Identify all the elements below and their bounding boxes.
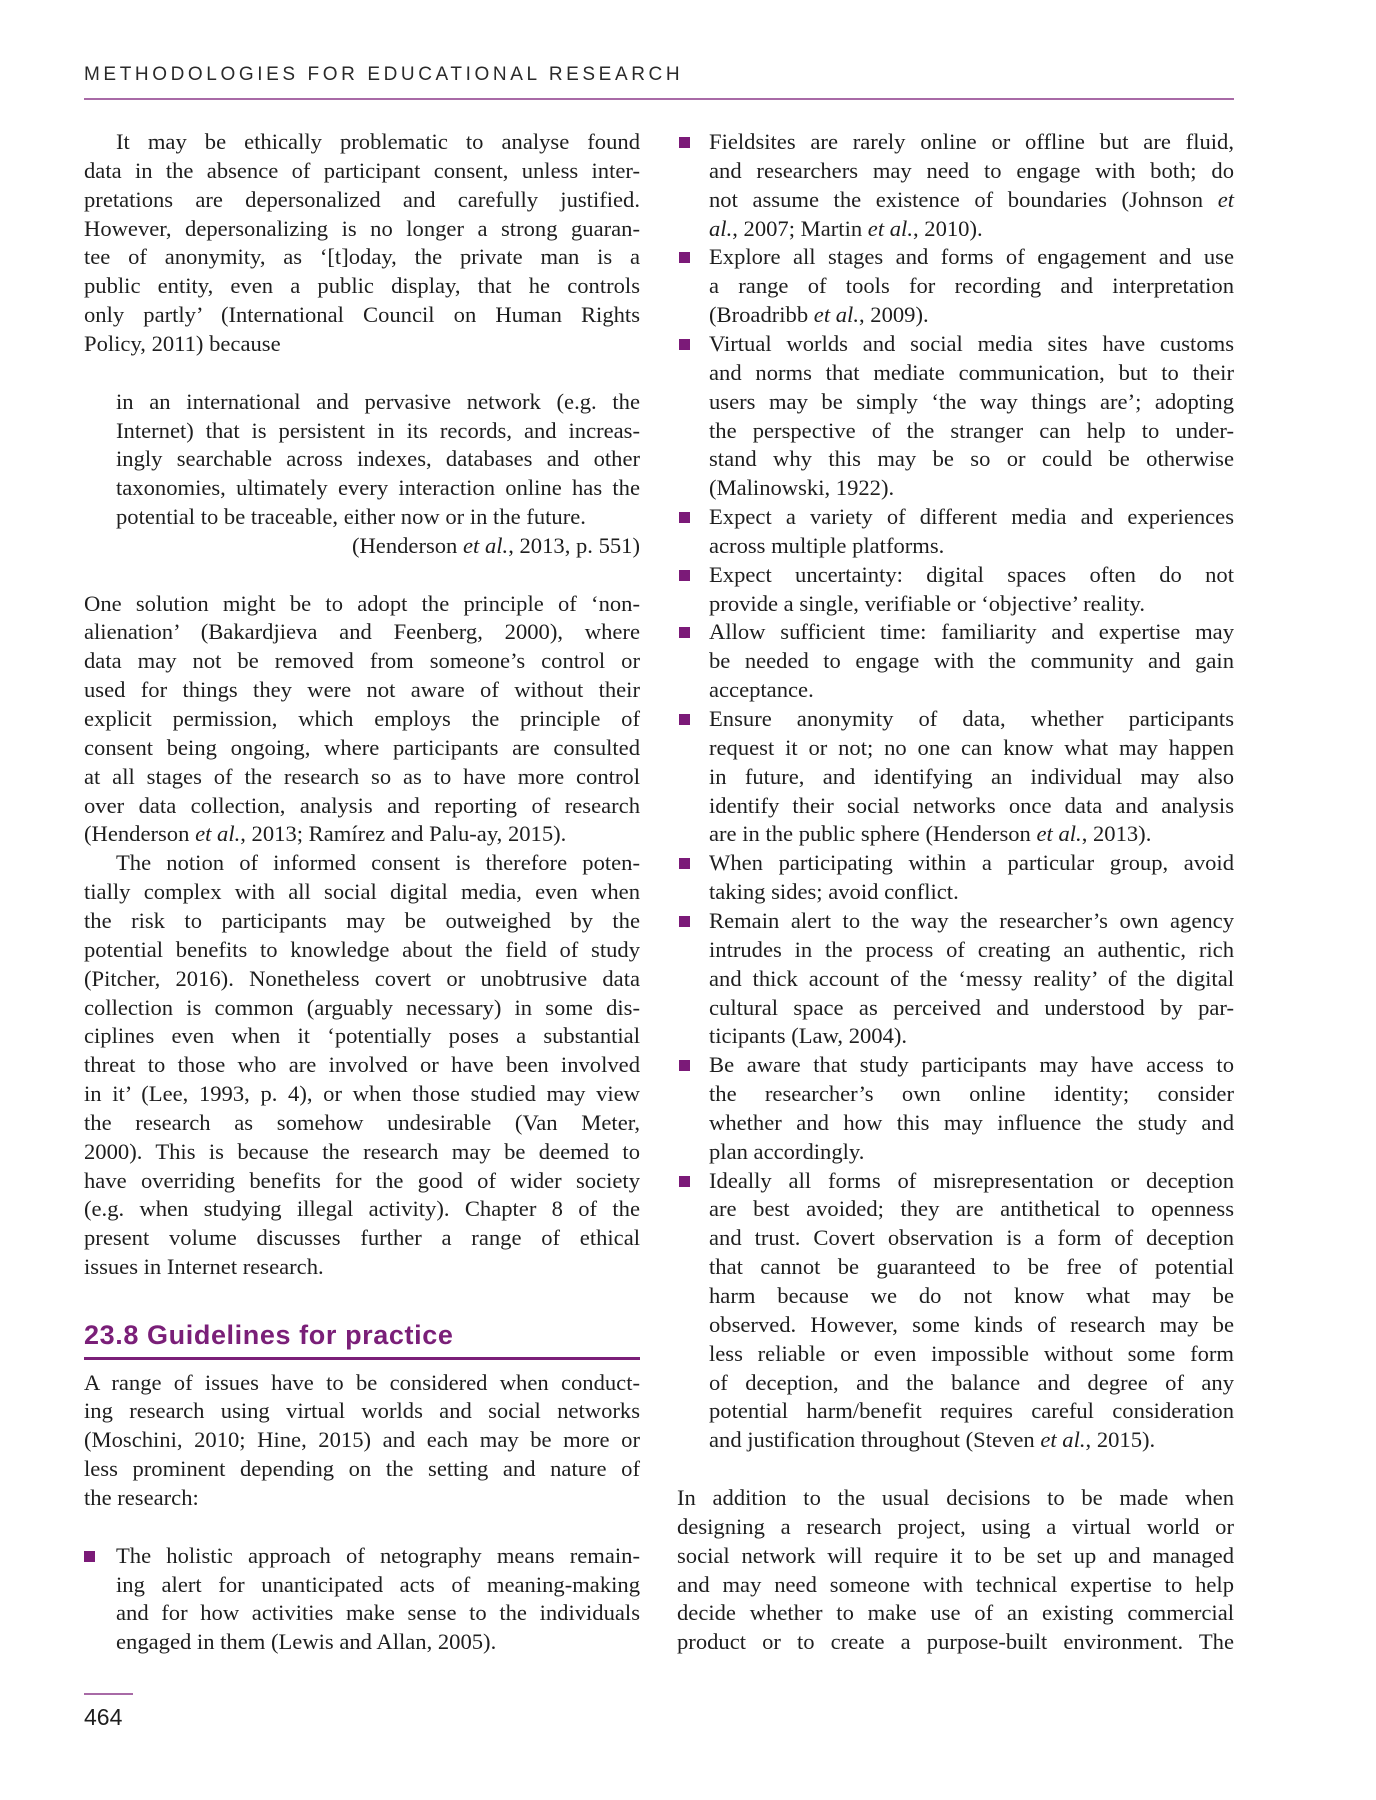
bullet-text-line: and trust. Covert observation is a form of deception bbox=[709, 1225, 1234, 1251]
running-head: METHODOLOGIES FOR EDUCATIONAL RESEARCH bbox=[84, 64, 684, 85]
section-heading: 23.8 Guidelines for practice bbox=[84, 1320, 454, 1350]
bullet-text-line: users may be simply ‘the way things are’; adopting bbox=[709, 388, 1234, 414]
paragraph-line: the risk to participants may be outweighed by the bbox=[84, 907, 640, 933]
bullet-text-line: a range of tools for recording and interpretation bbox=[709, 273, 1234, 299]
paragraph-line: the research as somehow undesirable (Van Meter, bbox=[84, 1109, 640, 1135]
paragraph-line: designing a research project, using a virtual world or bbox=[677, 1513, 1234, 1539]
paragraph-line: Policy, 2011) because bbox=[84, 330, 281, 356]
bullet-text-line: plan accordingly. bbox=[709, 1138, 865, 1164]
block-quote-line: taxonomies, ultimately every interaction online has the bbox=[116, 475, 640, 501]
bullet-text-line: Allow sufficient time: familiarity and expertise may bbox=[709, 619, 1234, 645]
paragraph-line: potential benefits to knowledge about the field of study bbox=[84, 936, 640, 962]
paragraph-line: The notion of informed consent is therefore poten- bbox=[116, 850, 640, 876]
paragraph-line: present volume discusses further a range of ethical bbox=[84, 1225, 640, 1251]
page-number: 464 bbox=[84, 1704, 123, 1730]
paragraph-line: (Moschini, 2010; Hine, 2015) and each may be more or bbox=[84, 1427, 640, 1453]
paragraph-line: data may not be removed from someone’s control or bbox=[84, 648, 640, 674]
paragraph-line: (e.g. when studying illegal activity). Chapter 8 of the bbox=[84, 1196, 640, 1222]
paragraph-line: have overriding benefits for the good of wider society bbox=[84, 1167, 640, 1193]
bullet-text-line: potential harm/benefit requires careful consideration bbox=[709, 1398, 1234, 1424]
bullet-text-line: Virtual worlds and social media sites have customs bbox=[709, 330, 1234, 356]
bullet-text-line: ing alert for unanticipated acts of meaning-making bbox=[116, 1571, 640, 1597]
paragraph-line: public entity, even a public display, that he controls bbox=[84, 273, 640, 299]
bullet-square-icon bbox=[679, 714, 690, 725]
bullet-text-line: Ensure anonymity of data, whether participants bbox=[709, 706, 1234, 731]
paragraph-line: (Henderson et al., 2013; Ramírez and Palu-ay, 2015). bbox=[84, 821, 567, 847]
bullet-text-line: of deception, and the balance and degree of any bbox=[709, 1369, 1234, 1395]
paragraph-line: and may need someone with technical expertise to help bbox=[677, 1571, 1234, 1597]
paragraph-line: It may be ethically problematic to analyse found bbox=[116, 129, 640, 154]
paragraph-line: the research: bbox=[84, 1484, 199, 1510]
paragraph-line: (Pitcher, 2016). Nonetheless covert or unobtrusive data bbox=[84, 965, 640, 991]
bullet-text-line: and for how activities make sense to the individuals bbox=[116, 1600, 640, 1626]
paragraph-line: collection is common (arguably necessary) in some dis- bbox=[84, 994, 640, 1020]
bullet-text-line: When participating within a particular group, avoid bbox=[709, 850, 1234, 876]
paragraph-line: decide whether to make use of an existing commercial bbox=[677, 1600, 1234, 1626]
bullet-text-line: Expect uncertainty: digital spaces often do not bbox=[709, 561, 1234, 587]
paragraph-line: explicit permission, which employs the principle of bbox=[84, 706, 640, 731]
bullet-square-icon bbox=[679, 339, 690, 350]
bullet-text-line: are best avoided; they are antithetical to openness bbox=[709, 1196, 1234, 1222]
bullet-text-line: Ideally all forms of misrepresentation or deception bbox=[709, 1167, 1234, 1193]
bullet-text-line: request it or not; no one can know what may happen bbox=[709, 734, 1234, 760]
paragraph-line: at all stages of the research so as to have more control bbox=[84, 763, 640, 789]
bullet-text-line: that cannot be guaranteed to be free of potential bbox=[709, 1254, 1234, 1280]
bullet-text-line: intrudes in the process of creating an authentic, rich bbox=[709, 936, 1234, 962]
paragraph-line: data in the absence of participant consent, unless inter- bbox=[84, 157, 640, 183]
paragraph-line: ing research using virtual worlds and social networks bbox=[84, 1398, 640, 1424]
bullet-square-icon bbox=[84, 1551, 95, 1562]
paragraph-line: However, depersonalizing is no longer a strong guaran- bbox=[84, 215, 640, 241]
bullet-square-icon bbox=[679, 512, 690, 523]
paragraph-line: less prominent depending on the setting and nature of bbox=[84, 1456, 640, 1482]
paragraph-line: threat to those who are involved or have been involved bbox=[84, 1052, 640, 1078]
bullet-square-icon bbox=[679, 570, 690, 581]
paragraph-line: In addition to the usual decisions to be made when bbox=[677, 1484, 1234, 1510]
bullet-text-line: be needed to engage with the community and gain bbox=[709, 648, 1234, 674]
bullet-text-line: and thick account of the ‘messy reality’ of the digital bbox=[709, 965, 1234, 991]
bullet-text-line: (Malinowski, 1922). bbox=[709, 475, 895, 501]
bullet-text-line: cultural space as perceived and understood by par- bbox=[709, 994, 1234, 1020]
block-quote-line: potential to be traceable, either now or in the future. bbox=[116, 504, 586, 530]
footer-rule bbox=[84, 1693, 133, 1695]
bullet-text-line: stand why this may be so or could be otherwise bbox=[709, 446, 1234, 472]
paragraph-line: over data collection, analysis and reporting of research bbox=[84, 792, 640, 818]
paragraph-line: ciplines even when it ‘potentially poses a substantial bbox=[84, 1023, 640, 1049]
bullet-square-icon bbox=[679, 916, 690, 927]
bullet-square-icon bbox=[679, 858, 690, 869]
bullet-text-line: provide a single, verifiable or ‘objective’ reality. bbox=[709, 590, 1145, 616]
bullet-text-line: Remain alert to the way the researcher’s own agency bbox=[709, 907, 1234, 933]
bullet-text-line: less reliable or even impossible without some form bbox=[709, 1340, 1234, 1366]
bullet-text-line: not assume the existence of boundaries (Johnson et bbox=[709, 186, 1234, 212]
paragraph-line: alienation’ (Bakardjieva and Feenberg, 2000), where bbox=[84, 619, 640, 645]
paragraph-line: tially complex with all social digital media, even when bbox=[84, 879, 640, 905]
bullet-text-line: across multiple platforms. bbox=[709, 532, 945, 558]
bullet-text-line: The holistic approach of netography means remain- bbox=[116, 1542, 640, 1568]
paragraph-line: 2000). This is because the research may be deemed to bbox=[84, 1138, 640, 1164]
paragraph-line: tee of anonymity, as ‘[t]oday, the private man is a bbox=[84, 244, 640, 270]
quote-citation: (Henderson et al., 2013, p. 551) bbox=[351, 532, 640, 558]
bullet-square-icon bbox=[679, 1060, 690, 1071]
paragraph-line: used for things they were not aware of without their bbox=[84, 677, 640, 703]
section-heading-rule bbox=[84, 1357, 640, 1360]
bullet-text-line: and justification throughout (Steven et al., 2015). bbox=[709, 1427, 1156, 1453]
bullet-square-icon bbox=[679, 252, 690, 263]
paragraph-line: consent being ongoing, where participants are consulted bbox=[84, 734, 640, 760]
paragraph-line: in it’ (Lee, 1993, p. 4), or when those studied may view bbox=[84, 1081, 640, 1107]
paragraph-line: issues in Internet research. bbox=[84, 1254, 324, 1280]
paragraph-line: social network will require it to be set up and managed bbox=[677, 1542, 1234, 1568]
bullet-square-icon bbox=[679, 137, 690, 148]
bullet-text-line: and norms that mediate communication, but to their bbox=[709, 359, 1234, 385]
bullet-text-line: (Broadribb et al., 2009). bbox=[709, 302, 929, 328]
paragraph-line: One solution might be to adopt the principle of ‘non- bbox=[84, 590, 640, 616]
bullet-text-line: identify their social networks once data and analysis bbox=[709, 792, 1234, 818]
bullet-text-line: Fieldsites are rarely online or offline but are fluid, bbox=[709, 129, 1234, 154]
bullet-text-line: whether and how this may influence the study and bbox=[709, 1109, 1234, 1135]
paragraph-line: only partly’ (International Council on Human Rights bbox=[84, 302, 640, 328]
bullet-text-line: engaged in them (Lewis and Allan, 2005). bbox=[116, 1629, 497, 1655]
bullet-text-line: Be aware that study participants may have access to bbox=[709, 1052, 1234, 1078]
bullet-text-line: and researchers may need to engage with both; do bbox=[709, 157, 1234, 183]
paragraph-line: pretations are depersonalized and carefully justified. bbox=[84, 186, 640, 212]
paragraph-line: A range of issues have to be considered when conduct- bbox=[84, 1369, 640, 1395]
header-rule bbox=[84, 98, 1234, 100]
bullet-text-line: ticipants (Law, 2004). bbox=[709, 1023, 908, 1049]
bullet-text-line: the researcher’s own online identity; consider bbox=[709, 1081, 1234, 1107]
bullet-text-line: taking sides; avoid conflict. bbox=[709, 879, 959, 905]
bullet-text-line: observed. However, some kinds of research may be bbox=[709, 1311, 1234, 1337]
bullet-text-line: Explore all stages and forms of engagement and use bbox=[709, 244, 1234, 270]
bullet-text-line: al., 2007; Martin et al., 2010). bbox=[709, 215, 983, 241]
bullet-square-icon bbox=[679, 627, 690, 638]
block-quote-line: in an international and pervasive network (e.g. the bbox=[116, 388, 640, 414]
bullet-square-icon bbox=[679, 1176, 690, 1187]
bullet-text-line: Expect a variety of different media and experiences bbox=[709, 504, 1234, 530]
block-quote-line: ingly searchable across indexes, databases and other bbox=[116, 446, 640, 472]
paragraph-line: product or to create a purpose-built environment. The bbox=[677, 1629, 1234, 1655]
bullet-text-line: are in the public sphere (Henderson et al., 2013). bbox=[709, 821, 1152, 847]
bullet-text-line: in future, and identifying an individual may also bbox=[709, 763, 1234, 789]
block-quote-line: Internet) that is persistent in its records, and increas- bbox=[116, 417, 640, 443]
bullet-text-line: harm because we do not know what may be bbox=[709, 1283, 1234, 1308]
bullet-text-line: the perspective of the stranger can help to under- bbox=[709, 417, 1234, 443]
bullet-text-line: acceptance. bbox=[709, 677, 814, 703]
